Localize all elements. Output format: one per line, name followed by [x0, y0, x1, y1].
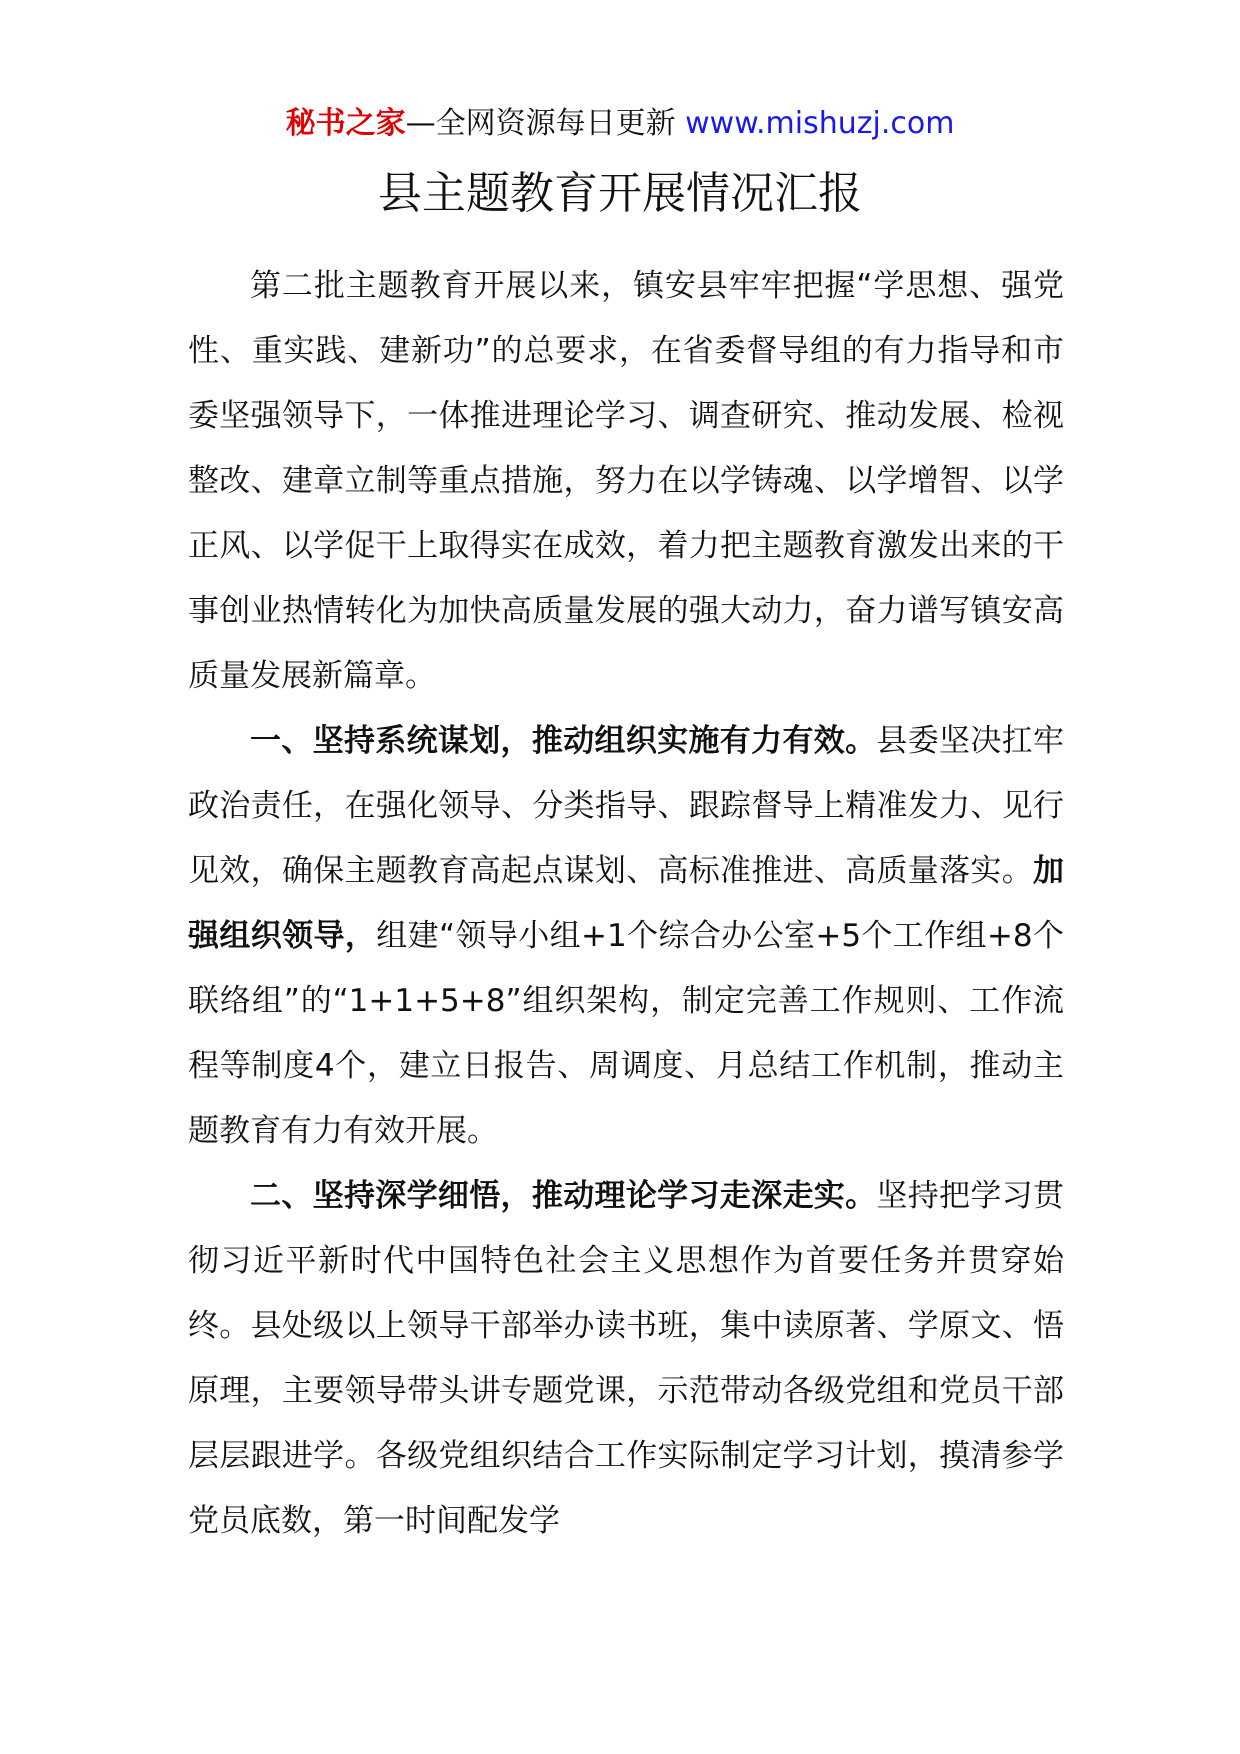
section-two-text: 坚持把学习贯彻习近平新时代中国特色社会主义思想作为首要任务并贯穿始终。县处级以上领导干部举办读书班，集中读原著、学原文、悟原理，主要领导带头讲专题党课，示范带动各级党组和党员干部层层跟进学。各级党组织结合工作实际制定学习计划，摸清参学党员底数，第一时间配发学	[188, 1178, 1065, 1539]
section-two-paragraph	[188, 1164, 1064, 1554]
section-one-strong: 加强组织领导，	[188, 853, 1064, 954]
document-title: 县主题教育开展情况汇报	[378, 168, 862, 219]
section-one-heading: 一、坚持系统谋划，推动组织实施有力有效。	[250, 723, 877, 759]
site-tagline: —全网资源每日更新	[405, 106, 686, 141]
site-header	[0, 104, 1240, 144]
section-two-heading: 二、坚持深学细悟，推动理论学习走深走实。	[250, 1178, 877, 1214]
site-brand: 秘书之家	[285, 106, 406, 141]
section-one-text-continued: 组建“领导小组+1个综合办公室+5个工作组+8个联络组”的“1+1+5+8”组织架构，制定完善工作规则、工作流程等制度4个，建立日报告、周调度、月总结工作机制，推动主题教育有力有效开展。	[188, 918, 1065, 1149]
intro-paragraph: 第二批主题教育开展以来，镇安县牢牢把握“学思想、强党性、重实践、建新功”的总要求，在省委督导组的有力指导和市委坚强领导下，一体推进理论学习、调查研究、推动发展、检视整改、建章立制等重点措施，努力在以学铸魂、以学增智、以学正风、以学促干上取得实在成效，着力把主题教育激发出来的干事创业热情转化为加快高质量发展的强大动力，奋力谱写镇安高质量发展新篇章。	[188, 268, 1064, 694]
section-one-text: 县委坚决扛牢政治责任，在强化领导、分类指导、跟踪督导上精准发力、见行见效，确保主题教育高起点谋划、高标准推进、高质量落实。	[188, 723, 1065, 889]
site-url-link[interactable]: www.mishuzj.com	[685, 106, 955, 141]
document-body	[188, 254, 1064, 1554]
section-one-paragraph	[188, 709, 1064, 1164]
